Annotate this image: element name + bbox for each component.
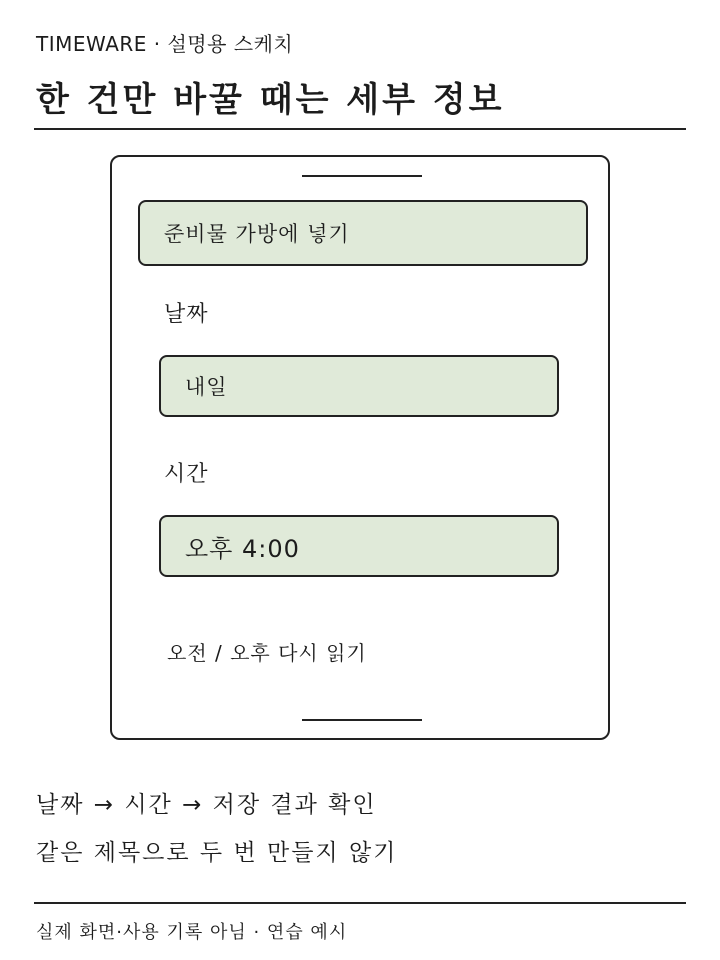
footer-disclaimer: 실제 화면·사용 기록 아님 · 연습 예시 [36, 922, 348, 943]
eyebrow-caption: TIMEWARE · 설명용 스케치 [36, 32, 294, 56]
time-field[interactable] [159, 515, 559, 577]
phone-top-speaker [302, 175, 422, 177]
phone-bottom-bar [302, 719, 422, 721]
steps-note: 날짜 → 시간 → 저장 결과 확인 [36, 792, 377, 818]
am-pm-reread-hint: 오전 / 오후 다시 읽기 [167, 641, 367, 665]
time-label: 시간 [164, 462, 209, 487]
header-divider [34, 128, 686, 130]
footer-divider [34, 902, 686, 904]
title-field[interactable] [138, 200, 588, 266]
title-field-value: 준비물 가방에 넣기 [164, 222, 350, 246]
page-title: 한 건만 바꿀 때는 세부 정보 [36, 80, 505, 120]
phone-frame [110, 155, 610, 740]
duplicate-warning-note: 같은 제목으로 두 번 만들지 않기 [36, 840, 398, 866]
date-label: 날짜 [164, 302, 209, 327]
date-field[interactable] [159, 355, 559, 417]
date-field-value: 내일 [185, 375, 228, 399]
time-field-value: 오후 4:00 [185, 534, 300, 563]
